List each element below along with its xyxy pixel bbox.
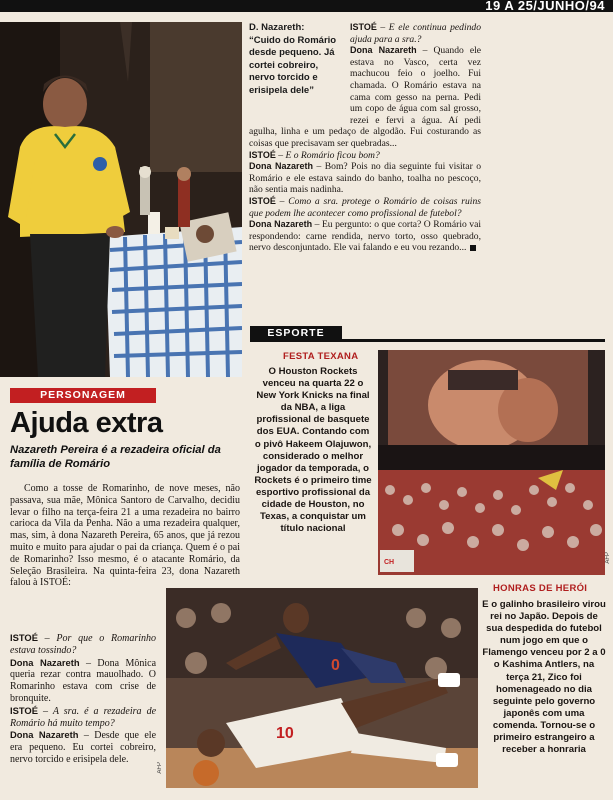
- basketball-photo: [166, 588, 478, 788]
- svg-text:10: 10: [276, 725, 294, 742]
- svg-text:CH: CH: [384, 559, 395, 566]
- interview-question: ISTOÉ – E ele continua pedindo ajuda para a sra.?: [350, 22, 481, 45]
- interview-question: ISTOÉ – Como a sra. protege o Romário de coisas ruins que podem lhe acontecer como profissional de futebol?: [249, 195, 481, 219]
- pull-quote-text: “Cuido do Romário desde pequeno. Já cortei cobreiro, nervo torcido e erisipela dele”: [249, 34, 337, 96]
- interview-answer: Dona Nazareth – Bom? Pois no dia seguinte fui visitar o Romário e ele estava saindo do banho, toalha no pescoço, não sentia mais nadinha.: [249, 161, 482, 196]
- article-headline: Ajuda extra: [10, 407, 163, 439]
- issue-date: 19 A 25/JUNHO/94: [485, 0, 605, 13]
- photo-credit: AFP: [157, 762, 163, 774]
- interview-question: ISTOÉ – E o Romário ficou bom?: [249, 149, 380, 161]
- dialogue-answer: Dona Nazareth – Dona Mônica queria rezar contra mauolhado. O Romarinho estava com crise de bronquite.: [10, 656, 157, 704]
- dialogue-question: ISTOÉ – A sra. é a rezadeira de Romário há muito tempo?: [10, 704, 157, 729]
- interview-answer: Dona Nazareth – Quando ele estava no Vasco, certa vez machucou feio o joelho. Fui chamada. O Romário estava na cama com gesso na perna. Pedi um copo de água com sal grosso, rezei e fervi a água. Aí pedi agulha, linha e um pedaço de algodão. Fui costurando as coisas que precisavam ser quebradas...: [249, 45, 481, 149]
- dialogue-question: ISTOÉ – Por que o Romarinho estava tossindo?: [10, 632, 156, 656]
- dialogue-answer: Dona Nazareth – Desde que ele era pequeno. Eu cortei cobreiro, nervo torcido e erisipela dele.: [10, 729, 157, 765]
- festa-title: FESTA TEXANA: [283, 351, 359, 362]
- nazareth-photo: [0, 22, 242, 377]
- svg-text:0: 0: [331, 657, 340, 674]
- article-deck: Nazareth Pereira é a rezadeira oficial da família de Romário: [10, 444, 221, 470]
- article-intro: Como a tosse de Romarinho, de nove meses, não passava, sua mãe, Mônica Santoro de Carvalho, decidiu levar o filho na terça-feira 21 a uma rezadeira no bairro carioca da Vila da Penha. Não a uma rezadeira qualquer, mas, sim, à dona Nazareth Pereira, 65 anos, que já rezou muito e muito para ajudar o pai da criança. Quem é o pai de Romarinho? Isso mesmo, é o atacante Romário, da Seleção Brasileira. Na quinta-feira 23, dona Nazareth falou à ISTOÉ:: [10, 483, 240, 589]
- section-rule: [250, 339, 605, 342]
- top-bar: [0, 0, 613, 12]
- heroi-title: HONRAS DE HERÓI: [493, 583, 588, 594]
- interview-answer: Dona Nazareth – Eu pergunto: o que corta? O Romário vai respondendo: carne rendida, nervo torto, osso quebrado, nervo desconjuntado. Ele vai falando e eu vou rezando...: [249, 219, 482, 254]
- rockets-crowd-photo: [378, 350, 605, 575]
- end-mark: [470, 245, 476, 251]
- pull-quote-speaker: D. Nazareth:: [249, 22, 305, 33]
- photo-credit: AFP: [605, 552, 611, 564]
- festa-text: O Houston Rockets venceu na quarta 22 o New York Knicks na final da NBA, a liga profissional de basquete dos EUA. Contando com o pivô Hakeem Olajuwon, considerado o melhor jogador da temporada, o Rockets é o primeiro time esportivo profissional da cidade de Houston, no Texas, a conquistar um título nacional: [254, 366, 372, 535]
- interview-column: [249, 22, 481, 254]
- section-label-personagem: PERSONAGEM: [10, 388, 156, 403]
- article-dialogue: [10, 632, 156, 766]
- heroi-text: E o galinho brasileiro virou rei no Japão. Depois de sua despedida do futebol num jogo em que o Flamengo venceu por 2 a 0 o Kashima Antlers, na terça 21, Zico foi homenageado no dia seguinte pelo governo japonês com uma comenda. Tornou-se o primeiro estrangeiro a receber a honraria: [482, 599, 606, 756]
- section-label-esporte: ESPORTE: [250, 326, 342, 340]
